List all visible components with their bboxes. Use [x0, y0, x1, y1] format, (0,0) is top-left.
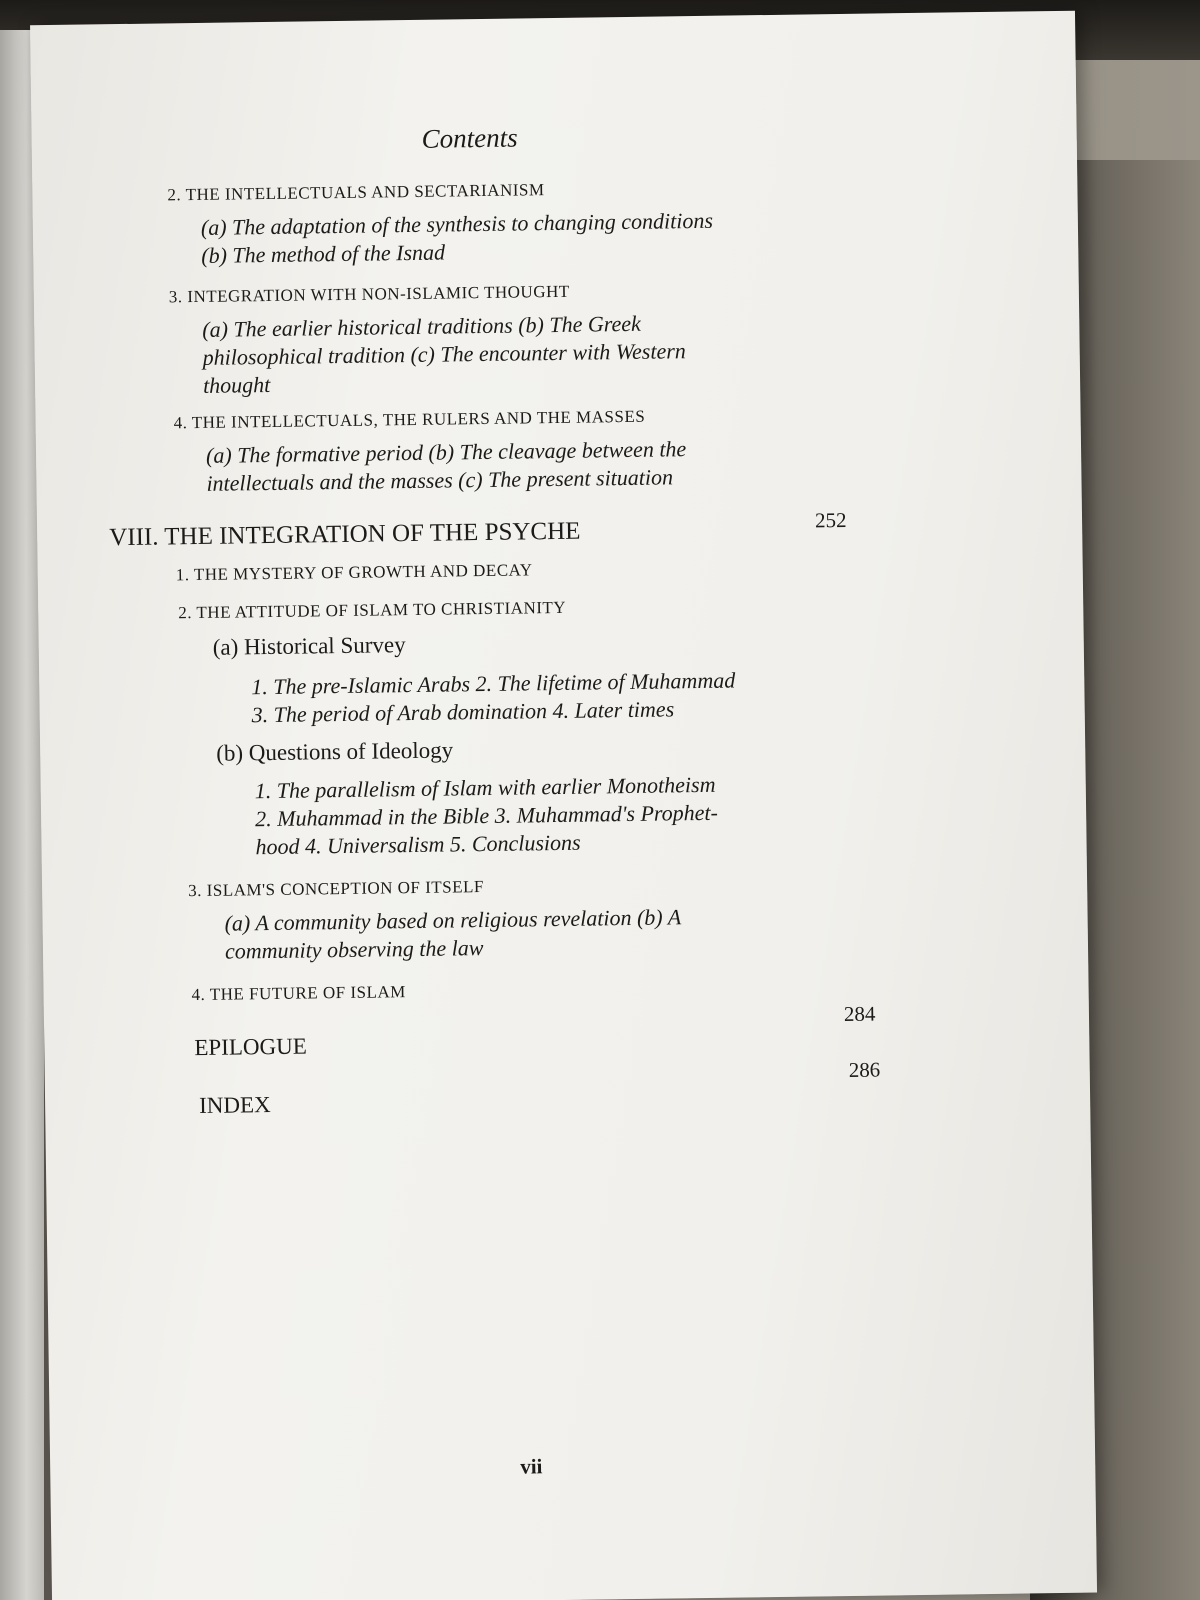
section-3-line-3: thought: [202, 371, 271, 398]
section-2-item-b: (b) The method of the Isnad: [201, 239, 446, 268]
ideology-line-2: 2. Muhammad in the Bible 3. Muhammad's Prophet-: [254, 799, 719, 832]
page-folio: vii: [520, 1454, 543, 1479]
index-page-number: 286: [848, 1057, 881, 1082]
chapter-8-section-3: 3. ISLAM'S CONCEPTION OF ITSELF: [188, 877, 485, 901]
section-3-line-1: (a) The earlier historical traditions (b) The Greek: [202, 310, 641, 342]
epilogue-page-number: 284: [843, 1001, 876, 1027]
section-3-line-2: philosophical tradition (c) The encounter with Western: [202, 338, 686, 370]
chapter-8-section-4: 4. THE FUTURE OF ISLAM: [191, 982, 406, 1005]
ideology-line-1: 1. The parallelism of Islam with earlier Monotheism: [254, 771, 716, 804]
section-2-title: 2. THE INTELLECTUALS AND SECTARIANISM: [167, 180, 545, 205]
section-3-title: 3. INTEGRATION WITH NON-ISLAMIC THOUGHT: [168, 281, 570, 307]
epilogue-entry: EPILOGUE: [194, 1033, 307, 1061]
section-2-item-a: (a) The adaptation of the synthesis to changing conditions: [200, 207, 714, 240]
book-page: [30, 11, 1097, 1600]
historical-survey-line-1: 1. The pre-Islamic Arabs 2. The lifetime of Muhammad: [251, 667, 736, 700]
ideology-line-3: hood 4. Universalism 5. Conclusions: [255, 829, 581, 860]
section-4-line-1: (a) The formative period (b) The cleavage between the: [205, 436, 687, 468]
section-4-line-2: intellectuals and the masses (c) The present situation: [206, 464, 674, 496]
chapter-8-section-2: 2. THE ATTITUDE OF ISLAM TO CHRISTIANITY: [178, 597, 567, 623]
historical-survey-line-2: 3. The period of Arab domination 4. Later times: [251, 696, 675, 728]
chapter-8-page-number: 252: [814, 507, 847, 533]
running-head: Contents: [421, 122, 518, 154]
historical-survey-heading: (a) Historical Survey: [212, 632, 406, 660]
self-conception-line-2: community observing the law: [224, 935, 484, 964]
chapter-8-title: VIII. THE INTEGRATION OF THE PSYCHE: [109, 517, 581, 552]
questions-of-ideology-heading: (b) Questions of Ideology: [216, 737, 454, 766]
chapter-8-section-1: 1. THE MYSTERY OF GROWTH AND DECAY: [175, 560, 533, 585]
section-4-title: 4. THE INTELLECTUALS, THE RULERS AND THE MASSES: [173, 406, 646, 433]
self-conception-line-1: (a) A community based on religious revelation (b) A: [224, 904, 682, 936]
index-entry: INDEX: [198, 1092, 271, 1119]
